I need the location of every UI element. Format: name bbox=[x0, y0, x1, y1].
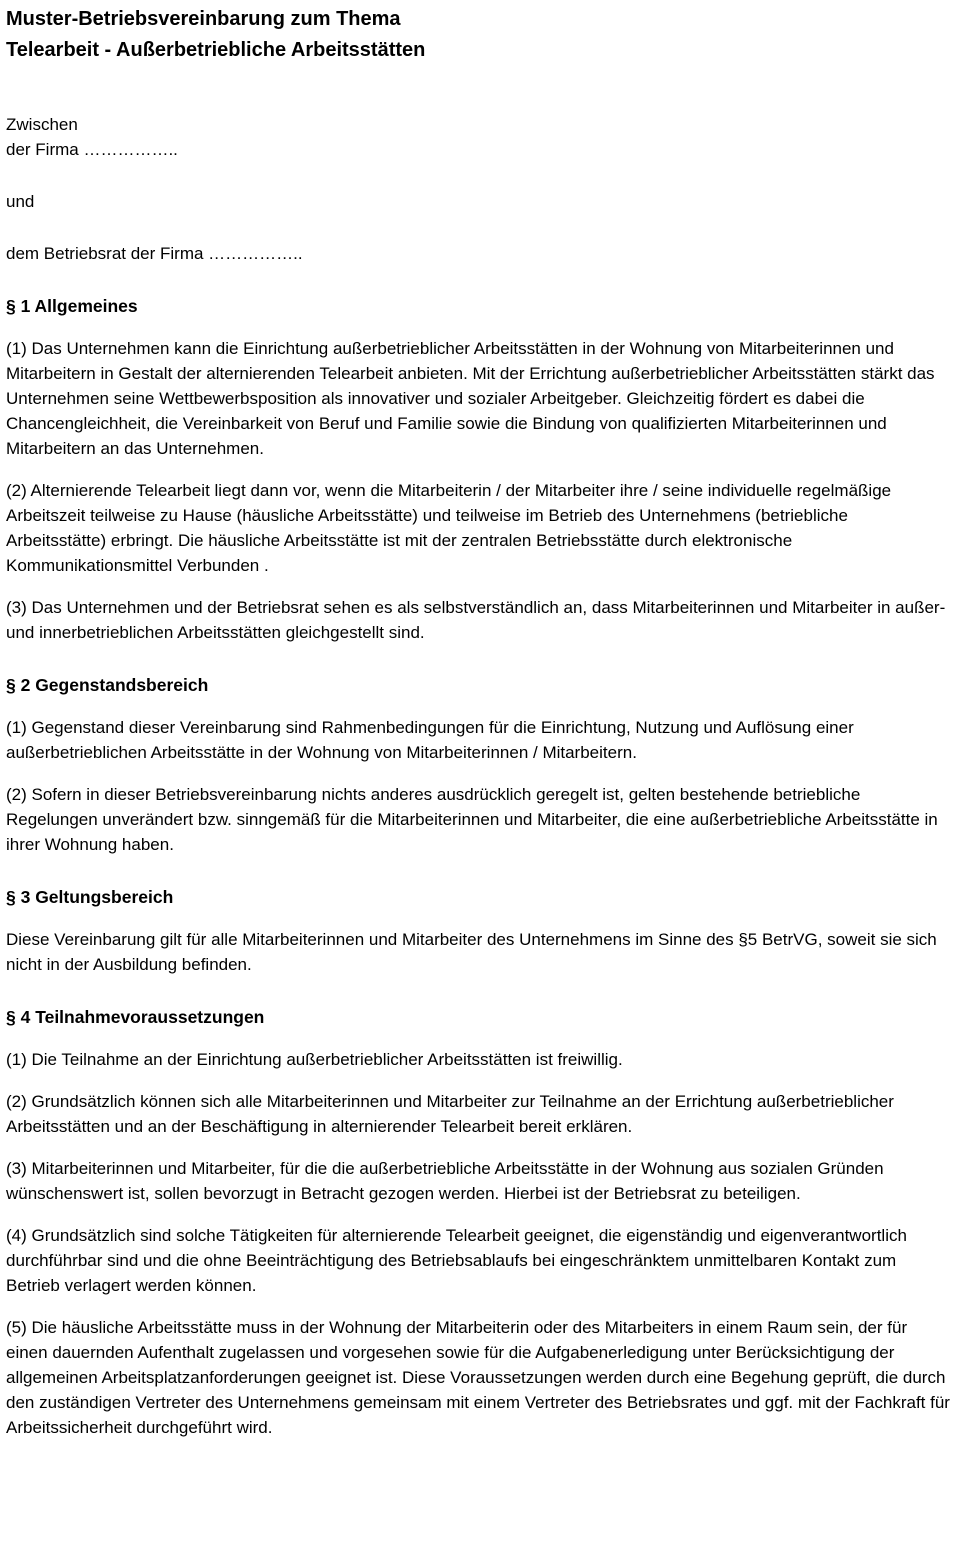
section-4-paragraph-2: (2) Grundsätzlich können sich alle Mitarbeiterinnen und Mitarbeiter zur Teilnahme an der Errichtung außerbetrieblicher Arbeitsstätten und an der Beschäftigung in alternierender Telearbeit bereit erklären. bbox=[6, 1092, 894, 1136]
section-3-paragraph-1: Diese Vereinbarung gilt für alle Mitarbeiterinnen und Mitarbeiter des Unternehmens im Sinne des §5 BetrVG, soweit sie sich nicht in der Ausbildung befinden. bbox=[6, 930, 937, 974]
section-4-paragraph-3: (3) Mitarbeiterinnen und Mitarbeiter, für die die außerbetriebliche Arbeitsstätte in der Wohnung aus sozialen Gründen wünschenswert ist, sollen bevorzugt in Betracht gezogen werden. Hierbei ist der Betriebsrat zu beteiligen. bbox=[6, 1159, 884, 1203]
section-2-paragraph-1: (1) Gegenstand dieser Vereinbarung sind Rahmenbedingungen für die Einrichtung, Nutzung und Auflösung einer außerbetrieblichen Arbeitsstätte in der Wohnung von Mitarbeiterinnen / Mitarbeitern. bbox=[6, 718, 854, 762]
section-1-paragraph-2: (2) Alternierende Telearbeit liegt dann vor, wenn die Mitarbeiterin / der Mitarbeiter ihre / seine individuelle regelmäßige Arbeitszeit teilweise zu Hause (häusliche Arbeitsstätte) und teilweise im Betrieb des Unternehmens (betriebliche Arbeitsstätte) erbringt. Die häusliche Arbeitsstätte ist mit der zentralen Betriebsstätte durch elektronische Kommunikationsmittel Verbunden . bbox=[6, 481, 892, 575]
section-2-paragraph-2: (2) Sofern in dieser Betriebsvereinbarung nichts anderes ausdrücklich geregelt ist, gelten bestehende betriebliche Regelungen unverändert bzw. sinngemäß für die Mitarbeiterinnen und Mitarbeiter, die eine außerbetriebliche Arbeitsstätte in ihrer Wohnung haben. bbox=[6, 785, 938, 854]
section-4-paragraph-1: (1) Die Teilnahme an der Einrichtung außerbetrieblicher Arbeitsstätten ist freiwillig. bbox=[6, 1050, 623, 1069]
section-gegenstandsbereich bbox=[6, 673, 950, 857]
parties-zwischen: Zwischen bbox=[6, 115, 78, 134]
parties-und: und bbox=[6, 192, 35, 211]
parties-zwischen-firma bbox=[6, 112, 950, 162]
parties-firma: der Firma …………….. bbox=[6, 140, 178, 159]
section-1-paragraph-3: (3) Das Unternehmen und der Betriebsrat sehen es als selbstverständlich an, dass Mitarbeiterinnen und Mitarbeiter in außer- und innerbetrieblichen Arbeitsstätten gleichgestellt sind. bbox=[6, 598, 946, 642]
section-3-heading: § 3 Geltungsbereich bbox=[6, 887, 174, 907]
section-4-paragraph-4: (4) Grundsätzlich sind solche Tätigkeiten für alternierende Telearbeit geeignet, die eigenständig und eigenverantwortlich durchführbar sind und die ohne Beeinträchtigung des Betriebsablaufs bei eingeschränktem unmittelbaren Kontakt zum Betrieb verlagert werden können. bbox=[6, 1226, 907, 1295]
section-teilnahmevoraussetzungen bbox=[6, 1005, 950, 1440]
section-geltungsbereich bbox=[6, 885, 950, 977]
document-title-line-1: Muster-Betriebsvereinbarung zum Thema bbox=[6, 8, 401, 30]
document-title bbox=[6, 4, 950, 66]
section-1-heading: § 1 Allgemeines bbox=[6, 296, 138, 316]
document-title-line-2: Telearbeit - Außerbetriebliche Arbeitsstätten bbox=[6, 39, 426, 61]
section-allgemeines bbox=[6, 294, 950, 645]
parties-block bbox=[6, 112, 950, 266]
section-4-paragraph-5: (5) Die häusliche Arbeitsstätte muss in der Wohnung der Mitarbeiterin oder des Mitarbeiters in einem Raum sein, der für einen dauernden Aufenthalt zugelassen und vorgesehen sowie für die Aufgabenerledigung unter Berücksichtigung der allgemeinen Arbeitsplatzanforderungen geeignet ist. Diese Voraussetzungen werden durch eine Begehung geprüft, die durch den zuständigen Vertreter des Unternehmens gemeinsam mit einem Vertreter des Betriebsrates und ggf. mit der Fachkraft für Arbeitssicherheit durchgeführt wird. bbox=[6, 1318, 950, 1437]
section-1-paragraph-1: (1) Das Unternehmen kann die Einrichtung außerbetrieblicher Arbeitsstätten in der Wohnung von Mitarbeiterinnen und Mitarbeitern in Gestalt der alternierenden Telearbeit anbieten. Mit der Errichtung außerbetrieblicher Arbeitsstätten stärkt das Unternehmen seine Wettbewerbsposition als innovativer und sozialer Arbeitgeber. Gleichzeitig fördert es dabei die Chancengleichheit, die Vereinbarkeit von Beruf und Familie sowie die Bindung von qualifizierten Mitarbeiterinnen und Mitarbeitern an das Unternehmen. bbox=[6, 339, 935, 458]
parties-betriebsrat: dem Betriebsrat der Firma …………….. bbox=[6, 244, 303, 263]
section-2-heading: § 2 Gegenstandsbereich bbox=[6, 675, 209, 695]
section-4-heading: § 4 Teilnahmevoraussetzungen bbox=[6, 1007, 265, 1027]
